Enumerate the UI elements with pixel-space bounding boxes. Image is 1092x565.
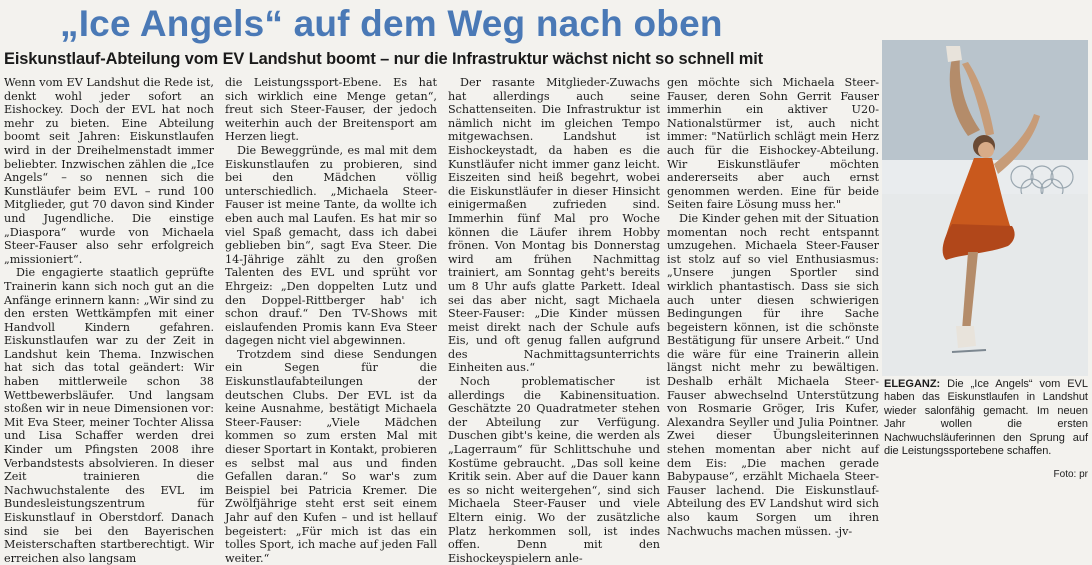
photo-caption <box>884 378 1088 482</box>
skater-photo <box>882 40 1088 376</box>
paragraph: Der rasante Mitglieder-Zuwachs hat allerdings auch seine Schattenseiten. Die Infrastruktur ist nämlich nicht im gleichen Tempo mitgewachsen. Landshut ist Eishockeystadt, da haben es die Kunstläufer nicht immer ganz leicht. Eiszeiten sind heiß begehrt, wobei die Eiskunstläufer in dieser Hinsicht einigermaßen zufrieden sind. Immerhin fünf Mal pro Woche können die Läufer ihrem Hobby frönen. Von Montag bis Donnerstag wird am frühen Nachmittag trainiert, am Sonntag geht's bereits um 8 Uhr aufs glatte Parkett. Ideal sei das aber nicht, sagt Michaela Steer-Fauser: „Die Kinder müssen meist direkt nach der Schule aufs Eis, und oft genug fallen aufgrund des Nachmittagsunterrichts Einheiten aus.“ <box>448 76 660 375</box>
article-headline: „Ice Angels“ auf dem Weg nach oben <box>60 3 723 44</box>
caption-lead: ELEGANZ: <box>884 378 941 390</box>
paragraph: Wenn vom EV Landshut die Rede ist, denkt wohl jeder sofort an Eishockey. Doch der EVL hat noch mehr zu bieten. Eine Abteilung boomt seit Jahren: Eiskunstlaufen wird in der Dreihelmenstadt immer beliebter. Inzwischen zählen die „Ice Angels“ – so nennen sich die Kunstläufer beim EVL – rund 100 Mitglieder, gut 70 davon sind Kinder und Jugendliche. Die einstige „Diaspora“ wurde von Michaela Steer-Fauser also sehr erfolgreich „missioniert“. <box>4 76 214 266</box>
article-subheadline: Eiskunstlauf-Abteilung vom EV Landshut boomt – nur die Infrastruktur wächst nicht so schnell mit <box>4 50 764 68</box>
caption-text: Die „Ice Angels“ vom EVL haben das Eiskunstlaufen in Landshut wieder salonfähig gemacht. Im neuen Jahr wollen die ersten Nachwuchsläuferinnen den Sprung auf die Leistungssportebene schaffen. <box>884 378 1088 458</box>
paragraph: die Leistungssport-Ebene. Es hat sich wirklich eine Menge getan“, freut sich Steer-Fauser, der jedoch weiterhin auch der Breitensport am Herzen liegt. <box>225 76 437 144</box>
paragraph: Die engagierte staatlich geprüfte Trainerin kann sich noch gut an die Anfänge erinnern kann: „Wir sind zu den ersten Wettkämpfen mit einer Handvoll Kindern gefahren. Eiskunstlaufen war zu der Zeit in Landshut kein Thema. Inzwischen hat sich das total geändert: Wir haben mittlerweile schon 38 Wettbewerbsläufer. Und langsam stoßen wir in neue Dimensionen vor: Mit Eva Steer, meiner Tochter Alissa und Lisa Schaffer werden drei Kinder um Pfingsten 2008 ihre Verbandstests absolvieren. In dieser Zeit trainieren die Nachwuchstalente des EVL im Bundesleistungszentrum für Eiskunstlauf in Oberstdorf. Danach sind sie bei den Bayerischen Meisterschaften startberechtigt. Wir erreichen also langsam <box>4 266 214 565</box>
skater-illustration <box>882 40 1088 376</box>
photo-credit: Foto: pr <box>1053 469 1088 480</box>
article-column-3 <box>448 76 660 565</box>
article-column-1 <box>4 76 214 565</box>
article-column-2 <box>225 76 437 565</box>
article-column-4 <box>667 76 879 538</box>
paragraph: gen möchte sich Michaela Steer-Fauser, deren Sohn Gerrit Fauser immerhin ein aktiver U20-Nationalstürmer ist, auch nicht immer: "Natürlich schlägt mein Herz auch für die Eishockey-Abteilung. Wir Eiskunstläufer möchten andererseits aber auch ernst genommen werden. Eine für beide Seiten faire Lösung muss her." <box>667 76 879 212</box>
paragraph: Noch problematischer ist allerdings die Kabinensituation. Geschätzte 20 Quadratmeter stehen der Abteilung zur Verfügung. Duschen gibt's keine, die werden als „Lagerraum“ für Schlittschuhe und Kostüme gebraucht. „Das soll keine Kritik sein. Aber auf die Dauer kann es so nicht weitergehen“, sind sich Michaela Steer-Fauser und viele Eltern einig. Wo der zusätzliche Platz herkommen soll, ist indes offen. Denn mit den Eishockeyspielern anle- <box>448 375 660 565</box>
paragraph: Die Kinder gehen mit der Situation momentan noch recht entspannt umzugehen. Michaela Steer-Fauser ist stolz auf so viel Enthusiasmus: „Unsere jungen Sportler sind wirklich phantastisch. Dass sie sich auch unter diesen schwierigen Bedingungen für ihre Sache begeistern können, ist die schönste Bestätigung für unsere Arbeit.“ Und die wäre für eine Trainerin allein längst nicht mehr zu bewältigen. Deshalb erhält Michaela Steer-Fauser abwechselnd Unterstützung von Rosmarie Gröger, Iris Kufer, Alexandra Seyller und Julia Pointner. Zwei dieser Übungsleiterinnen stehen momentan aber nicht auf dem Eis: „Die machen gerade Babypause“, erzählt Michaela Steer-Fauser lachend. Die Eiskunstlauf-Abteilung des EV Landshut wird sich also kaum Sorgen um ihren Nachwuchs machen müssen. -jv- <box>667 211 879 538</box>
paragraph: Trotzdem sind diese Sendungen ein Segen für die Eiskunstlaufabteilungen der deutschen Clubs. Der EVL ist da keine Ausnahme, bestätigt Michaela Steer-Fauser: „Viele Mädchen kommen so zum ersten Mal mit dieser Sportart in Kontakt, probieren es selbst mal aus und finden Gefallen daran.“ So war's zum Beispiel bei Patricia Kremer. Die Zwölfjährige steht erst seit einem Jahr auf den Kufen – und ist hellauf begeistert: „Für mich ist das ein tolles Sport, ich mache auf jeden Fall weiter.“ <box>225 347 437 565</box>
paragraph: Die Beweggründe, es mal mit dem Eiskunstlaufen zu probieren, sind bei den Mädchen völlig unterschiedlich. „Michaela Steer-Fauser ist meine Tante, da wollte ich eben auch mal Laufen. Es hat mir so viel Spaß gemacht, dass ich dabei geblieben bin“, sagt Eva Steer. Die 14-Jährige zählt zu den großen Talenten des EVL und sprüht vor Ehrgeiz: „Den doppelten Lutz und den Doppel-Rittberger hab' ich schon drauf.“ Den TV-Shows mit eislaufenden Promis kann Eva Steer dagegen nicht viel abgewinnen. <box>225 143 437 348</box>
